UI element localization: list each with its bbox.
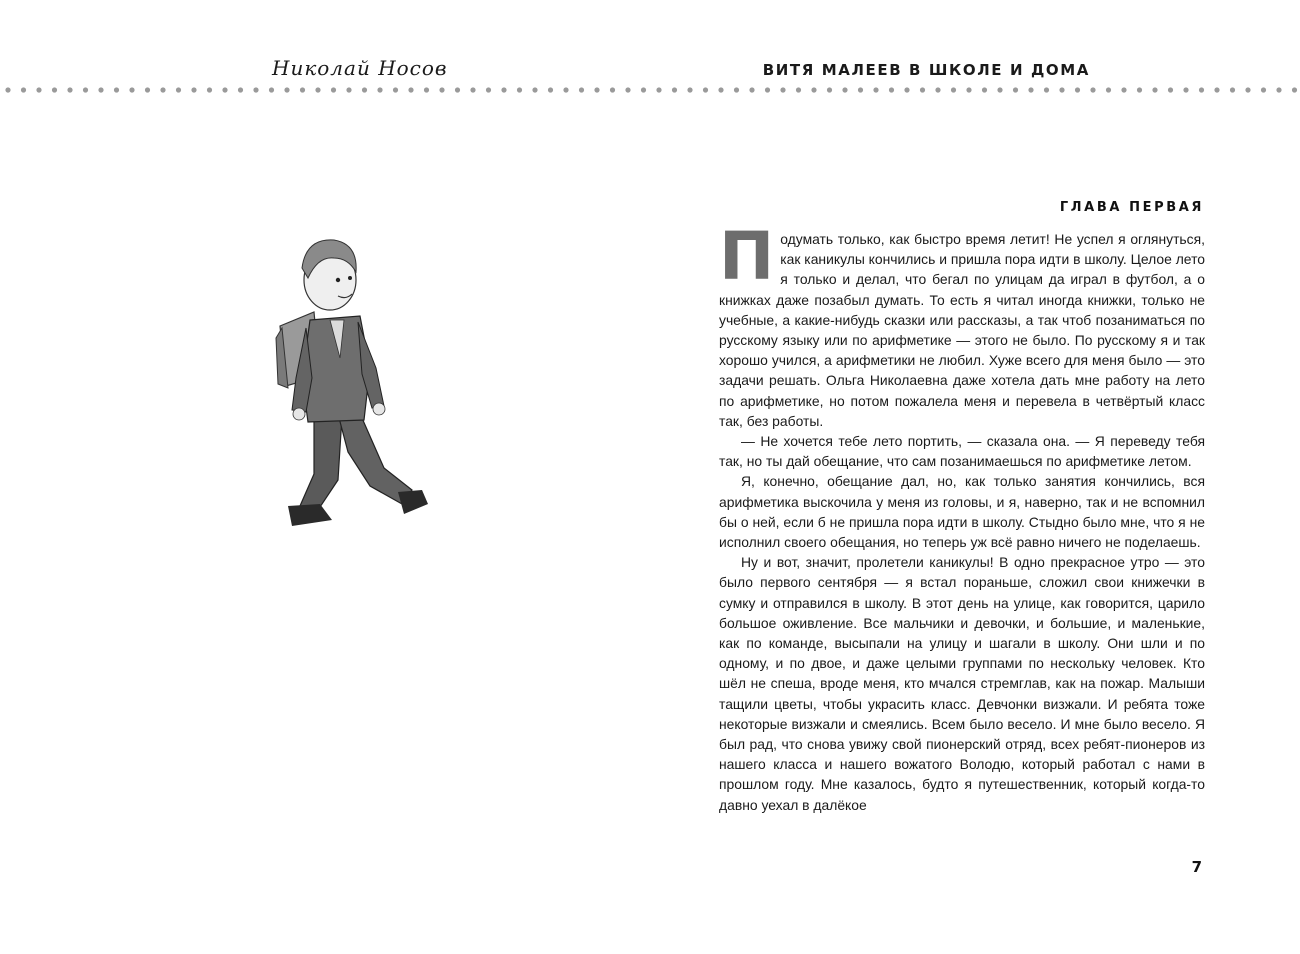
paragraph: — Не хочется тебе лето портить, — сказала она. — Я переведу тебя так, но ты дай обещание, что сам позанимаешься по арифметике летом. [719, 433, 1205, 470]
dotted-divider [4, 86, 1298, 94]
paragraph-text: одумать только, как быстро время летит! Не успел я оглянуться, как каникулы кончились и пришла пора идти в школу. Целое лето я только и делал, что бегал по улицам да играл в футбол, а о книжках даже позабыл думать. То есть я читал иногда книжки, только не учебные, а какие-нибудь сказки или рассказы, а так чтоб позаниматься по русскому языку или по арифметике — этого не было. По русскому я и так хорошо учился, а арифметики не любил. Хуже всего для меня было — это задачи решать. Ольга Николаевна даже хотела дать мне работу на лето по арифметике, но потом пожалела меня и перевела в четвёртый класс так, без работы. [719, 231, 1205, 429]
chapter-title: ГЛАВА ПЕРВАЯ [1059, 200, 1204, 215]
page-number: 7 [1191, 858, 1202, 876]
drop-cap: П [719, 218, 775, 295]
paragraph: Ну и вот, значит, пролетели каникулы! В одно прекрасное утро — это было первого сентября — я встал пораньше, сложил свои книжечки в сумку и отправился в школу. В этот день на улице, как говорится, царило большое оживление. Все мальчики и девочки, и большие, и маленькие, как по команде, высыпали на улицу и шагали в школу. Они шли и по одному, и по двое, и даже целыми группами по нескольку человек. Кто шёл не спеша, вроде меня, кто мчался стремглав, как на пожар. Малыши тащили цветы, чтобы украсить класс. Девчонки визжали. И ребята тоже некоторые визжали и смеялись. Всем было весело. И мне было весело. Я был рад, что снова увижу свой пионерский отряд, всех ребят-пионеров из нашего класса и нашего вожатого Володю, который работал с нами в прошлом году. Мне казалось, будто я путешественник, который когда-то давно уехал в далёкое [719, 554, 1205, 813]
paragraph [719, 218, 1205, 431]
paragraph: Я, конечно, обещание дал, но, как только занятия кончились, вся арифметика выскочила у меня из головы, и я, наверно, так и не вспомнил бы о ней, если б не пришла пора идти в школу. Стыдно было мне, что я не исполнил своего обещания, но теперь уж всё равно ничего не поделаешь. [719, 473, 1205, 551]
running-head-book-title: ВИТЯ МАЛЕЕВ В ШКОЛЕ И ДОМА [762, 61, 1090, 79]
chapter-body [719, 218, 1205, 815]
boy-with-backpack-illustration [252, 228, 442, 533]
running-head-author: Николай Носов [272, 56, 448, 80]
